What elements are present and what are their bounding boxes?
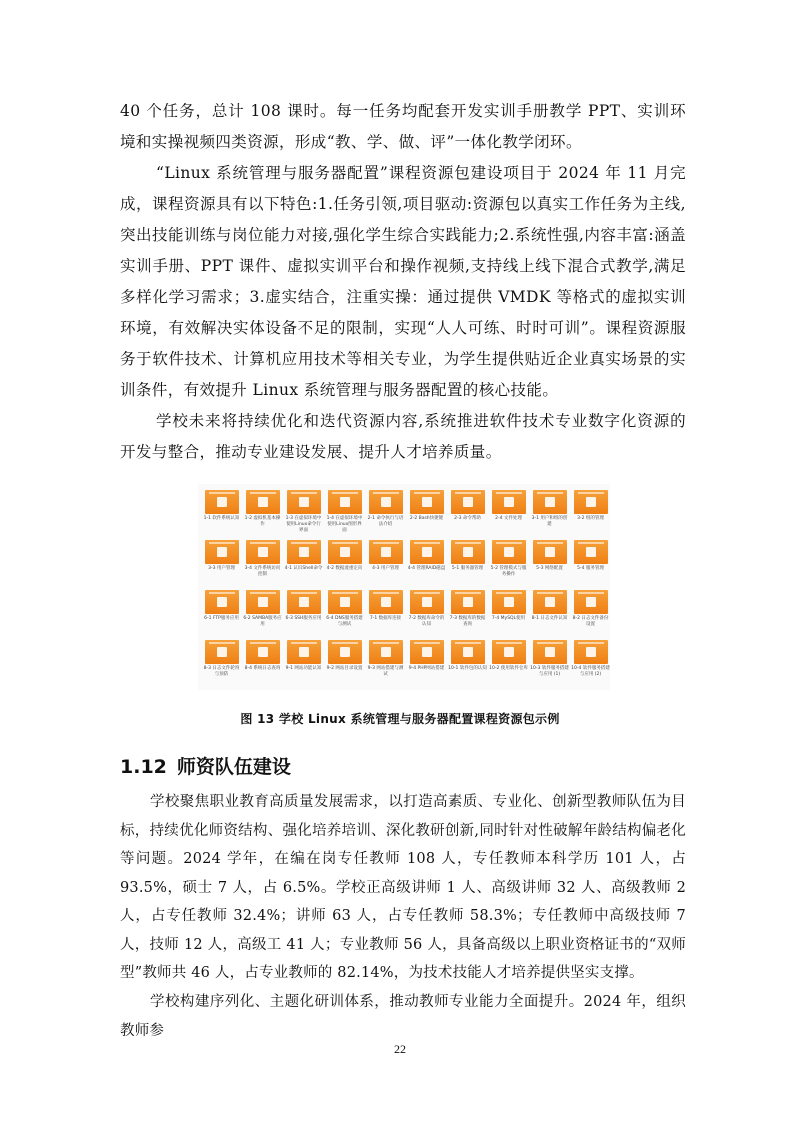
ppt-icon [586, 647, 596, 657]
slide-thumbnail [246, 640, 280, 664]
ppt-icon [340, 597, 350, 607]
ppt-icon [545, 497, 555, 507]
resource-tile [530, 640, 569, 688]
slide-thumbnail [533, 540, 567, 564]
resource-tile-label: 9-2 网站目录设置 [326, 666, 363, 671]
resource-tile [325, 640, 364, 688]
resource-tile-label: 7-4 MySQL使用 [491, 616, 526, 621]
resource-tile-label: 9-3 网站搭建与测试 [367, 666, 404, 677]
slide-thumbnail [287, 640, 321, 664]
slide-thumbnail [287, 540, 321, 564]
ppt-icon [258, 647, 268, 657]
resource-tile [407, 540, 446, 588]
slide-thumbnail [369, 640, 403, 664]
resource-tile [407, 640, 446, 688]
resource-tile-label: 5-3 网络配置 [536, 566, 563, 571]
resource-tile-label: 8-4 系统日志查询 [244, 666, 281, 671]
slide-thumbnail [451, 490, 485, 514]
resource-tile [325, 490, 364, 538]
resource-tile-label: 4-4 管理RAID磁盘 [407, 566, 446, 571]
resource-tile [202, 540, 241, 588]
ppt-icon [586, 547, 596, 557]
resource-tile-label: 1-2 虚拟机基本操作 [244, 516, 281, 527]
slide-thumbnail [451, 640, 485, 664]
resource-tile [366, 540, 405, 588]
ppt-icon [545, 547, 555, 557]
resource-tile [448, 540, 487, 588]
resource-tile-label: 1-1 软件系统认知 [203, 516, 240, 521]
ppt-icon [258, 547, 268, 557]
resource-tile-label: 2-1 命令执行与语法介绍 [367, 516, 404, 527]
resource-tile [530, 540, 569, 588]
slide-thumbnail [451, 540, 485, 564]
resource-tile [366, 640, 405, 688]
resource-tile-label: 8-3 日志文件轮询与预防 [203, 666, 240, 677]
resource-tile-label: 10-2 使用软件仓库 [489, 666, 528, 671]
ppt-icon [381, 547, 391, 557]
resource-tile-label: 5-2 管理模式与服务操作 [490, 566, 527, 577]
resource-tile-label: 4-2 数据流重定向 [326, 566, 363, 571]
ppt-icon [422, 647, 432, 657]
ppt-icon [217, 547, 227, 557]
ppt-icon [340, 547, 350, 557]
resource-tile [202, 640, 241, 688]
slide-thumbnail [369, 490, 403, 514]
paragraph-course-features: “Linux 系统管理与服务器配置”课程资源包建设项目于 2024 年 11 月完成，课程资源具有以下特色:1.任务引领,项目驱动:资源包以真实工作任务为主线,突出技能训练与岗位能力对接,强化学生综合实践能力;2.系统性强,内容丰富:涵盖实训手册、PPT 课件、虚拟实训平台和操作视频,支持线上线下混合式教学,满足多样化学习需求；3.虚实结合，注重实操：通过提供 VMDK 等格式的虚拟实训环境，有效解决实体设备不足的限制，实现“人人可练、时时可训”。课程资源服务于软件技术、计算机应用技术等相关专业，为学生提供贴近企业真实场景的实训条件，有效提升 Linux 系统管理与服务器配置的核心技能。 [120, 164, 686, 399]
resource-tile [530, 590, 569, 638]
slide-thumbnail [574, 590, 608, 614]
resource-tile [325, 540, 364, 588]
resource-tile-label: 1-4 在虚拟环境中使用Linux图形界面 [326, 516, 363, 533]
slide-thumbnail [369, 540, 403, 564]
resource-tile [571, 540, 610, 588]
slide-thumbnail [410, 640, 444, 664]
ppt-icon [422, 497, 432, 507]
ppt-icon [463, 497, 473, 507]
resource-tile-label: 7-1 数据库连接 [369, 616, 402, 621]
slide-thumbnail [328, 590, 362, 614]
slide-thumbnail [369, 590, 403, 614]
ppt-icon [545, 597, 555, 607]
figure-caption: 图 13 学校 Linux 系统管理与服务器配置课程资源包示例 [240, 712, 560, 726]
slide-thumbnail [533, 640, 567, 664]
ppt-icon [299, 547, 309, 557]
slide-thumbnail [492, 590, 526, 614]
resource-tile-grid [198, 484, 610, 688]
ppt-icon [258, 497, 268, 507]
ppt-icon [217, 647, 227, 657]
resource-tile-label: 10-4 软件服务搭建与应用 (2) [571, 666, 610, 677]
slide-thumbnail [205, 590, 239, 614]
resource-tile-label: 3-2 组的管理 [577, 516, 604, 521]
resource-tile-label: 5-4 服务管理 [577, 566, 604, 571]
section-heading [120, 752, 291, 779]
slide-thumbnail [328, 490, 362, 514]
resource-tile [407, 490, 446, 538]
resource-tile-label: 3-3 用户管理 [208, 566, 235, 571]
resource-tile [243, 540, 282, 588]
resource-tile [448, 640, 487, 688]
resource-tile [325, 590, 364, 638]
slide-thumbnail [533, 490, 567, 514]
ppt-icon [586, 597, 596, 607]
paragraph-task-summary: 40 个任务，总计 108 课时。每一任务均配套开发实训手册教学 PPT、实训环境和实操视频四类资源，形成“教、学、做、评”一体化教学闭环。 [120, 102, 686, 151]
ppt-icon [586, 497, 596, 507]
resource-tile-label: 6-4 DNS服务搭建与测试 [326, 616, 363, 627]
resource-tile [284, 590, 323, 638]
slide-thumbnail [451, 590, 485, 614]
ppt-icon [504, 647, 514, 657]
resource-tile-label: 2-4 文件处理 [495, 516, 522, 521]
section-title: 师资队伍建设 [176, 756, 291, 778]
resource-tile [202, 490, 241, 538]
resource-tile [243, 640, 282, 688]
resource-tile-label: 9-4 PHP网站搭建 [408, 666, 445, 671]
slide-thumbnail [492, 640, 526, 664]
resource-tile-label: 8-1 日志文件认知 [531, 616, 568, 621]
slide-thumbnail [492, 490, 526, 514]
resource-tile-label: 9-1 网站功能认知 [285, 666, 322, 671]
ppt-icon [545, 647, 555, 657]
slide-thumbnail [287, 590, 321, 614]
slide-thumbnail [574, 640, 608, 664]
resource-tile [489, 590, 528, 638]
resource-tile [489, 490, 528, 538]
resource-tile [571, 640, 610, 688]
ppt-icon [340, 647, 350, 657]
ppt-icon [504, 547, 514, 557]
slide-thumbnail [410, 590, 444, 614]
slide-thumbnail [533, 590, 567, 614]
ppt-icon [422, 597, 432, 607]
slide-thumbnail [492, 540, 526, 564]
resource-tile [407, 590, 446, 638]
ppt-icon [381, 647, 391, 657]
slide-thumbnail [205, 490, 239, 514]
slide-thumbnail [246, 590, 280, 614]
slide-thumbnail [328, 640, 362, 664]
ppt-icon [217, 497, 227, 507]
resource-tile-label: 10-1 软件包的认知 [448, 666, 487, 671]
resource-tile [366, 490, 405, 538]
ppt-icon [504, 597, 514, 607]
resource-tile-label: 6-2 SAMBA服务应用 [243, 616, 282, 627]
paragraph-teacher-training: 学校构建序列化、主题化研训体系，推动教师专业能力全面提升。2024 年，组织教师参 [120, 994, 686, 1039]
slide-thumbnail [246, 490, 280, 514]
ppt-icon [381, 597, 391, 607]
ppt-icon [422, 547, 432, 557]
resource-tile [489, 540, 528, 588]
resource-tile [489, 640, 528, 688]
resource-tile [284, 540, 323, 588]
slide-thumbnail [574, 540, 608, 564]
ppt-icon [463, 597, 473, 607]
resource-tile-label: 7-2 数据库命令的认知 [408, 616, 445, 627]
resource-tile-label: 7-3 数据库的数据查询 [449, 616, 486, 627]
ppt-icon [504, 497, 514, 507]
resource-tile [448, 590, 487, 638]
ppt-icon [463, 547, 473, 557]
resource-tile-label: 4-1 认识Shell命令 [284, 566, 323, 571]
resource-tile-label: 6-1 FTP服务应用 [204, 616, 239, 621]
resource-tile [243, 590, 282, 638]
resource-tile [571, 490, 610, 538]
ppt-icon [299, 497, 309, 507]
slide-thumbnail [205, 540, 239, 564]
resource-tile-label: 5-1 服务器管理 [451, 566, 484, 571]
ppt-icon [217, 597, 227, 607]
section-number: 1.12 [120, 756, 167, 778]
slide-thumbnail [287, 490, 321, 514]
resource-tile-label: 2-3 命令帮助 [454, 516, 481, 521]
resource-tile-label: 1-3 在虚拟环境中使用Linux命令行界面 [285, 516, 322, 533]
paragraph-future-plan: 学校未来将持续优化和迭代资源内容,系统推进软件技术专业数字化资源的开发与整合，推动专业建设发展、提升人才培养质量。 [120, 412, 686, 461]
resource-tile-label: 3-1 用户和组的创建 [531, 516, 568, 527]
resource-tile [530, 490, 569, 538]
slide-thumbnail [328, 540, 362, 564]
resource-tile [366, 590, 405, 638]
resource-tile-label: 3-4 文件系统访问控制 [244, 566, 281, 577]
resource-tile [448, 490, 487, 538]
paragraph-teacher-structure: 学校聚焦职业教育高质量发展需求，以打造高素质、专业化、创新型教师队伍为目标，持续优化师资结构、强化培养培训、深化教研创新,同时针对性破解年龄结构偏老化等问题。2024 学年，在编在岗专任教师 108 人，专任教师本科学历 101 人，占 93.5%，硕士 7 人，占 6.5%。学校正高级讲师 1 人、高级讲师 32 人、高级教师 2 人，占专任教师 32.4%；讲师 63 人，占专任教师 58.3%；专任教师中高级技师 7 人，技师 12 人，高级工 41 人；专业教师 56 人，具备高级以上职业资格证书的“双师型”教师共 46 人，占专业教师的 82.14%，为技术技能人才培养提供坚实支撑。 [120, 794, 686, 981]
resource-tile-label: 10-3 软件服务搭建与应用 (1) [530, 666, 569, 677]
page-number: 22 [394, 1042, 406, 1056]
ppt-icon [381, 497, 391, 507]
resource-tile-label: 4-3 用户管理 [372, 566, 399, 571]
resource-tile [571, 590, 610, 638]
slide-thumbnail [410, 490, 444, 514]
ppt-icon [299, 647, 309, 657]
resource-tile-label: 6-3 SSH服务应用 [285, 616, 322, 621]
ppt-icon [340, 497, 350, 507]
slide-thumbnail [410, 540, 444, 564]
resource-tile [284, 640, 323, 688]
ppt-icon [258, 597, 268, 607]
resource-tile-label: 2-2 Bash快捷键 [409, 516, 444, 521]
resource-tile [284, 490, 323, 538]
ppt-icon [463, 647, 473, 657]
resource-tile [243, 490, 282, 538]
slide-thumbnail [574, 490, 608, 514]
slide-thumbnail [205, 640, 239, 664]
resource-tile [202, 590, 241, 638]
course-resource-figure [198, 484, 610, 690]
slide-thumbnail [246, 540, 280, 564]
ppt-icon [299, 597, 309, 607]
resource-tile-label: 8-2 日志文件备份设置 [572, 616, 609, 627]
